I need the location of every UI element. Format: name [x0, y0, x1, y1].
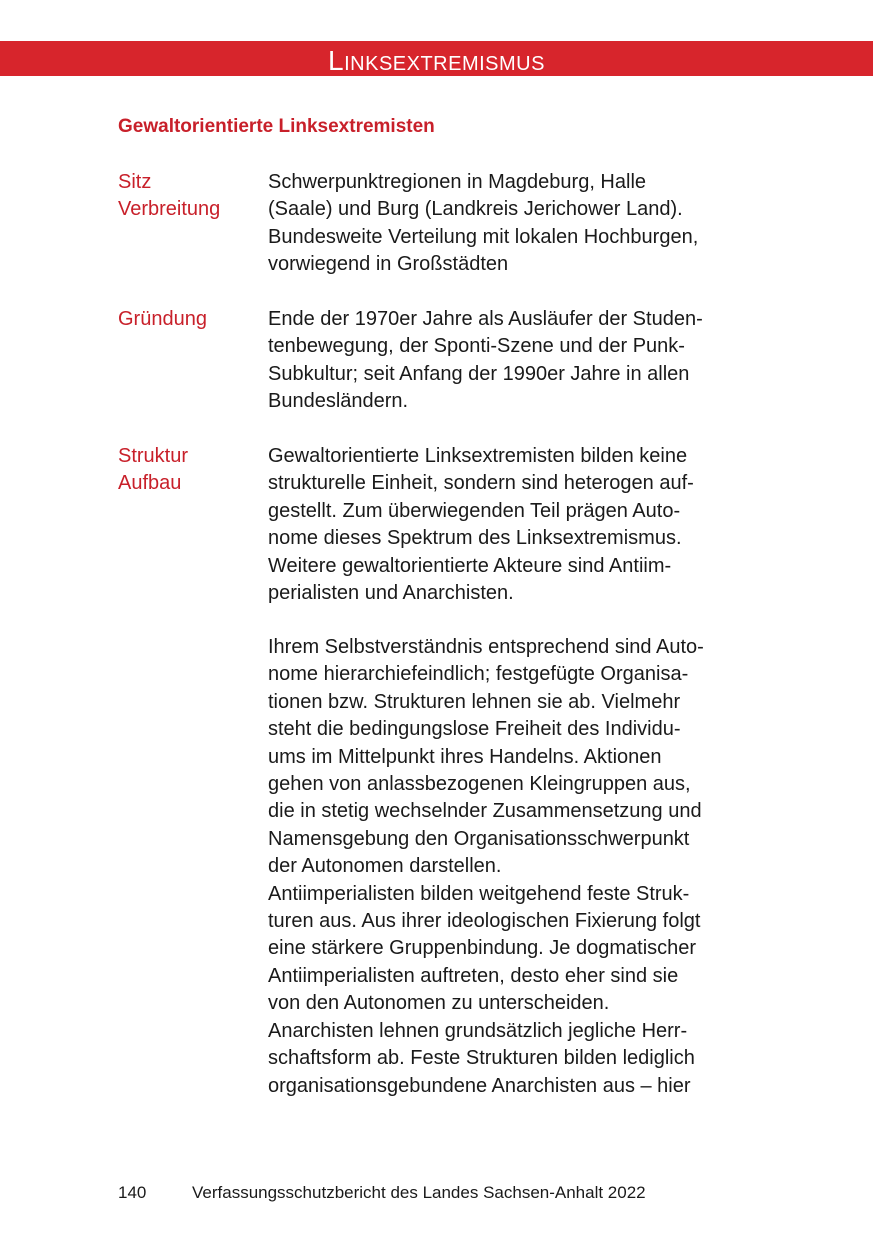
text-line: Anarchisten lehnen grundsätzlich jegliche Herr- [268, 1019, 688, 1042]
text-line: organisationsgebundene Anarchisten aus – hier [268, 1074, 691, 1097]
text-line: Antiimperialisten auftreten, desto eher sind sie [268, 964, 679, 987]
entry-label [118, 169, 268, 224]
text-line: tionen bzw. Strukturen lehnen sie ab. Vielmehr [268, 690, 681, 713]
entry-label [118, 306, 268, 333]
text-line: Antiimperialisten bilden weitgehend feste Struk- [268, 882, 690, 905]
text-line: turen aus. Aus ihrer ideologischen Fixierung folgt [268, 910, 701, 933]
publication-title: Verfassungsschutzbericht des Landes Sachsen-Anhalt 2022 [192, 1183, 646, 1202]
entry-label [118, 443, 268, 498]
text-line: tenbewegung, der Sponti-Szene und der Punk- [268, 335, 685, 358]
text-line: gestellt. Zum überwiegenden Teil prägen Auto- [268, 499, 681, 522]
entry-text [268, 443, 758, 607]
label-line: Aufbau [118, 472, 182, 495]
text-line: schaftsform ab. Feste Strukturen bilden lediglich [268, 1047, 695, 1070]
text-line: strukturelle Einheit, sondern sind heterogen auf- [268, 472, 694, 495]
text-line: der Autonomen darstellen. [268, 855, 502, 878]
text-line: Ende der 1970er Jahre als Ausläufer der Studen- [268, 308, 703, 330]
label-line: Gründung [118, 308, 207, 330]
label-line: Struktur [118, 445, 189, 467]
text-line: perialisten und Anarchisten. [268, 582, 514, 605]
text-line: Bundesweite Verteilung mit lokalen Hochburgen, [268, 225, 699, 248]
text-line: die in stetig wechselnder Zusammensetzung und [268, 800, 702, 823]
text-line: steht die bedingungslose Freiheit des Individu- [268, 718, 681, 741]
page-footer [118, 1181, 646, 1205]
text-line: Weitere gewaltorientierte Akteure sind Antiim- [268, 554, 672, 577]
text-line: Gewaltorientierte Linksextremisten bilden keine [268, 445, 688, 467]
section-title: Gewaltorientierte Linksextremisten [118, 116, 435, 137]
entry-text [268, 169, 758, 279]
text-line: nome dieses Spektrum des Linksextremismus. [268, 527, 682, 550]
text-line: Schwerpunktregionen in Magdeburg, Halle [268, 171, 647, 193]
label-line: Sitz [118, 171, 152, 193]
text-line: Subkultur; seit Anfang der 1990er Jahre in allen [268, 362, 690, 385]
text-line: Bundesländern. [268, 390, 409, 413]
entry-text [268, 634, 758, 1100]
text-line: Namensgebung den Organisationsschwerpunkt [268, 827, 690, 850]
text-line: gehen von anlassbezogenen Kleingruppen aus, [268, 773, 691, 796]
text-line: von den Autonomen zu unterscheiden. [268, 992, 610, 1015]
text-line: eine stärkere Gruppenbindung. Je dogmatischer [268, 937, 697, 960]
label-line: Verbreitung [118, 198, 221, 221]
text-line: ums im Mittelpunkt ihres Handelns. Aktionen [268, 745, 662, 768]
text-line: (Saale) und Burg (Landkreis Jerichower Land). [268, 198, 683, 221]
text-line: vorwiegend in Großstädten [268, 253, 509, 276]
entry-text [268, 306, 758, 416]
chapter-banner [0, 41, 873, 76]
page-number: 140 [118, 1183, 147, 1202]
text-line: Ihrem Selbstverständnis entsprechend sind Auto- [268, 636, 704, 658]
chapter-title: Linksextremismus [328, 45, 545, 76]
text-line: nome hierarchiefeindlich; festgefügte Organisa- [268, 663, 689, 686]
